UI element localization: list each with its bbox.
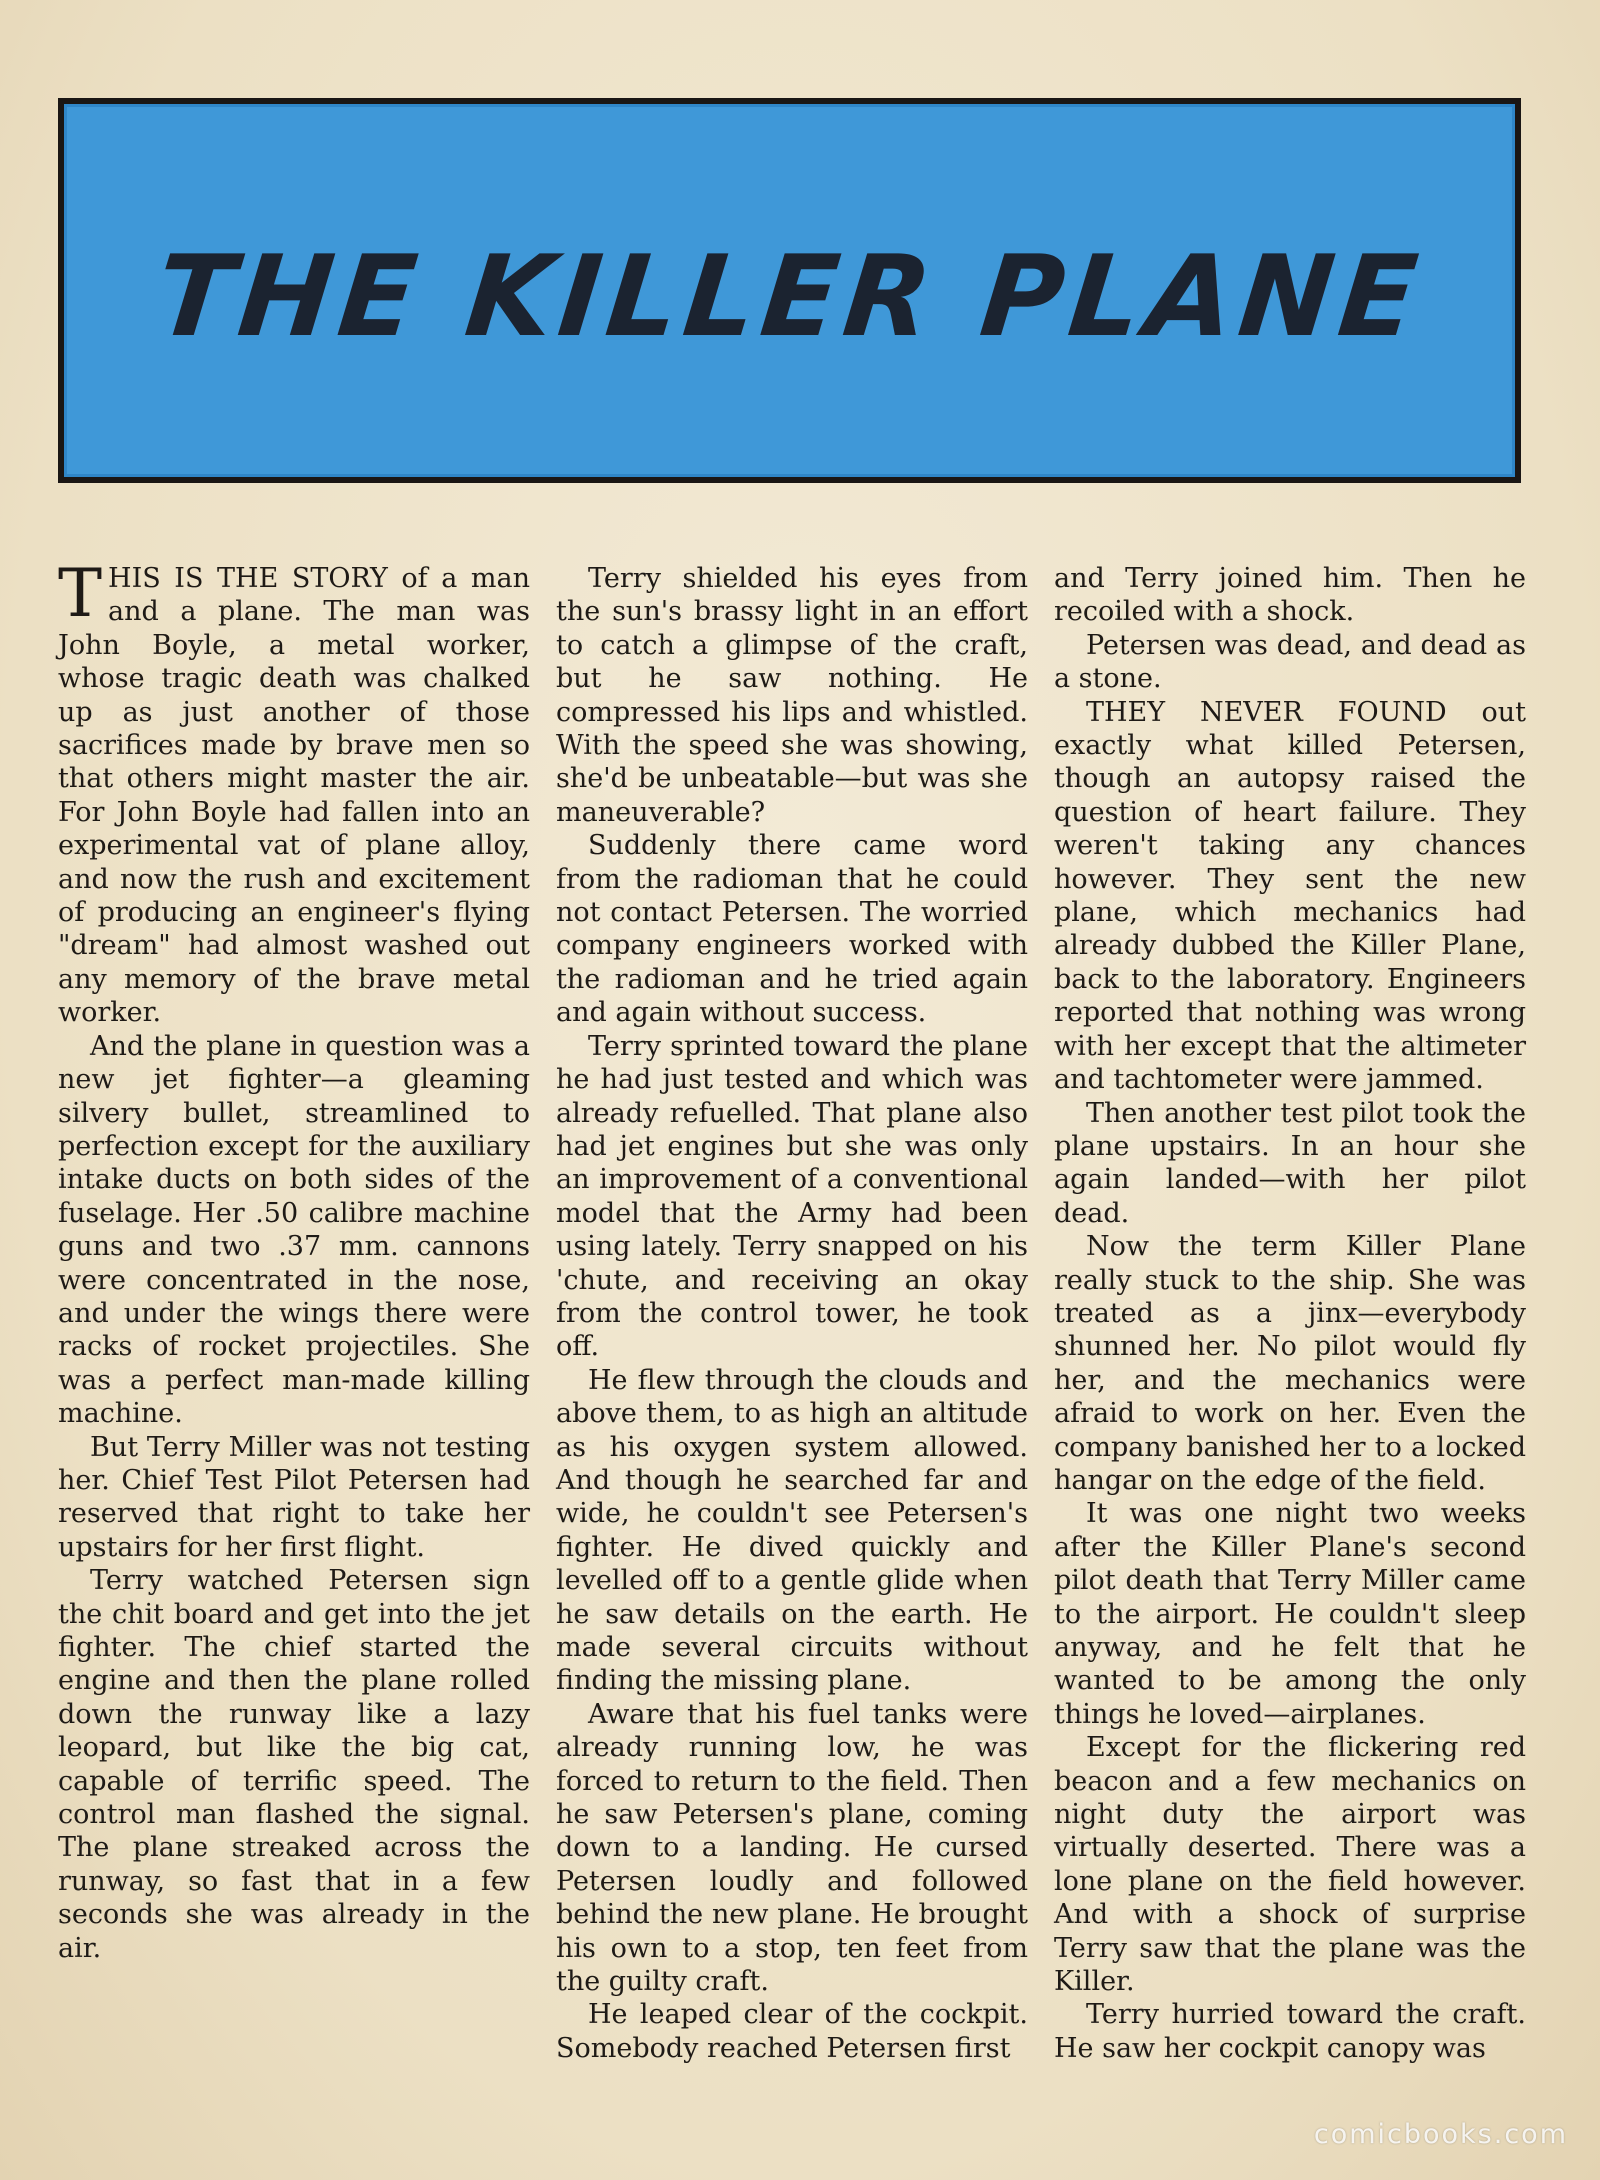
paragraph: Then another test pilot took the plane upstairs. In an hour she again landed—with her pilot dead. [1054,1097,1526,1229]
story-title: THE KILLER PLANE [150,232,1429,362]
paragraph: Terry shielded his eyes from the sun's brassy light in an effort to catch a glimpse of the craft, but he saw nothing. He compressed his lips and whistled. With the speed she was showing, she'd be unbeatable—but was she maneuverable? [556,563,1028,828]
paragraph: and Terry joined him. Then he recoiled with a shock. [1054,563,1526,628]
text-columns [58,555,1531,2092]
column-2 [556,562,1028,2065]
paragraph: Aware that his fuel tanks were already running low, he was forced to return to the field. Then he saw Petersen's plane, coming down to a landing. He cursed Petersen loudly and followed behind the new plane. He brought his own to a stop, ten feet from the guilty craft. [556,1698,1028,1998]
title-panel [58,98,1521,483]
paragraph [58,555,530,1030]
paragraph: Petersen was dead, and dead as a stone. [1054,629,1526,695]
paragraph: But Terry Miller was not testing her. Chief Test Pilot Petersen had reserved that right to take her upstairs for her first flight. [58,1431,530,1563]
drop-cap: T [58,555,103,632]
source-watermark: comicbooks.com [1313,2119,1568,2150]
column-3 [1054,562,1526,2065]
paragraph: Terry hurried toward the craft. He saw her cockpit canopy was [1054,1999,1526,2064]
paragraph: THEY NEVER FOUND out exactly what killed Petersen, though an autopsy raised the question of heart failure. They weren't taking any chances however. They sent the new plane, which mechanics had already dubbed the Killer Plane, back to the laboratory. Engineers reported that nothing was wrong with her except that the altimeter and tachtometer were jammed. [1054,696,1526,1096]
paragraph: It was one night two weeks after the Killer Plane's second pilot death that Terry Miller came to the airport. He couldn't sleep anyway, and he felt that he wanted to be among the only things he loved—airplanes. [1054,1498,1526,1730]
paragraph-text: HIS IS THE STORY of a man and a plane. The man was John Boyle, a metal worker, whose tragic death was chalked up as just another of those sacrifices made by brave men so that others might master the air. For John Boyle had fallen into an experimental vat of plane alloy, and now the rush and excitement of producing an engineer's flying "dream" had almost washed out any memory of the brave metal worker. [58,563,530,1029]
paragraph: Suddenly there came word from the radioman that he could not contact Petersen. The worried company engineers worked with the radioman and he tried again and again without success. [556,830,1028,1029]
paragraph: He flew through the clouds and above them, to as high an altitude as his oxygen system allowed. And though he searched far and wide, he couldn't see Petersen's fighter. He dived quickly and levelled off to a gentle glide when he saw details on the earth. He made several circuits without finding the missing plane. [556,1364,1028,1697]
paragraph: Except for the flickering red beacon and a few mechanics on night duty the airport was virtually deserted. There was a lone plane on the field however. And with a shock of surprise Terry saw that the plane was the Killer. [1054,1732,1526,1998]
paragraph: He leaped clear of the cockpit. Somebody reached Petersen first [556,1999,1028,2064]
paragraph: Terry sprinted toward the plane he had just tested and which was already refuelled. That plane also had jet engines but she was only an improvement of a conventional model that the Army had been using lately. Terry snapped on his 'chute, and receiving an okay from the control tower, he took off. [556,1030,1028,1363]
paragraph: And the plane in question was a new jet fighter—a gleaming silvery bullet, streamlined to perfection except for the auxiliary intake ducts on both sides of the fuselage. Her .50 calibre machine guns and two .37 mm. cannons were concentrated in the nose, and under the wings there were racks of rocket projectiles. She was a perfect man-made killing machine. [58,1030,530,1430]
column-1 [58,555,530,1965]
paragraph: Terry watched Petersen sign the chit board and get into the jet fighter. The chief started the engine and then the plane rolled down the runway like a lazy leopard, but like the big cat, capable of terrific speed. The control man flashed the signal. The plane streaked across the runway, so fast that in a few seconds she was already in the air. [58,1565,530,1964]
paragraph: Now the term Killer Plane really stuck to the ship. She was treated as a jinx—everybody shunned her. No pilot would fly her, and the mechanics were afraid to work on her. Even the company banished her to a locked hangar on the edge of the field. [1054,1231,1526,1496]
